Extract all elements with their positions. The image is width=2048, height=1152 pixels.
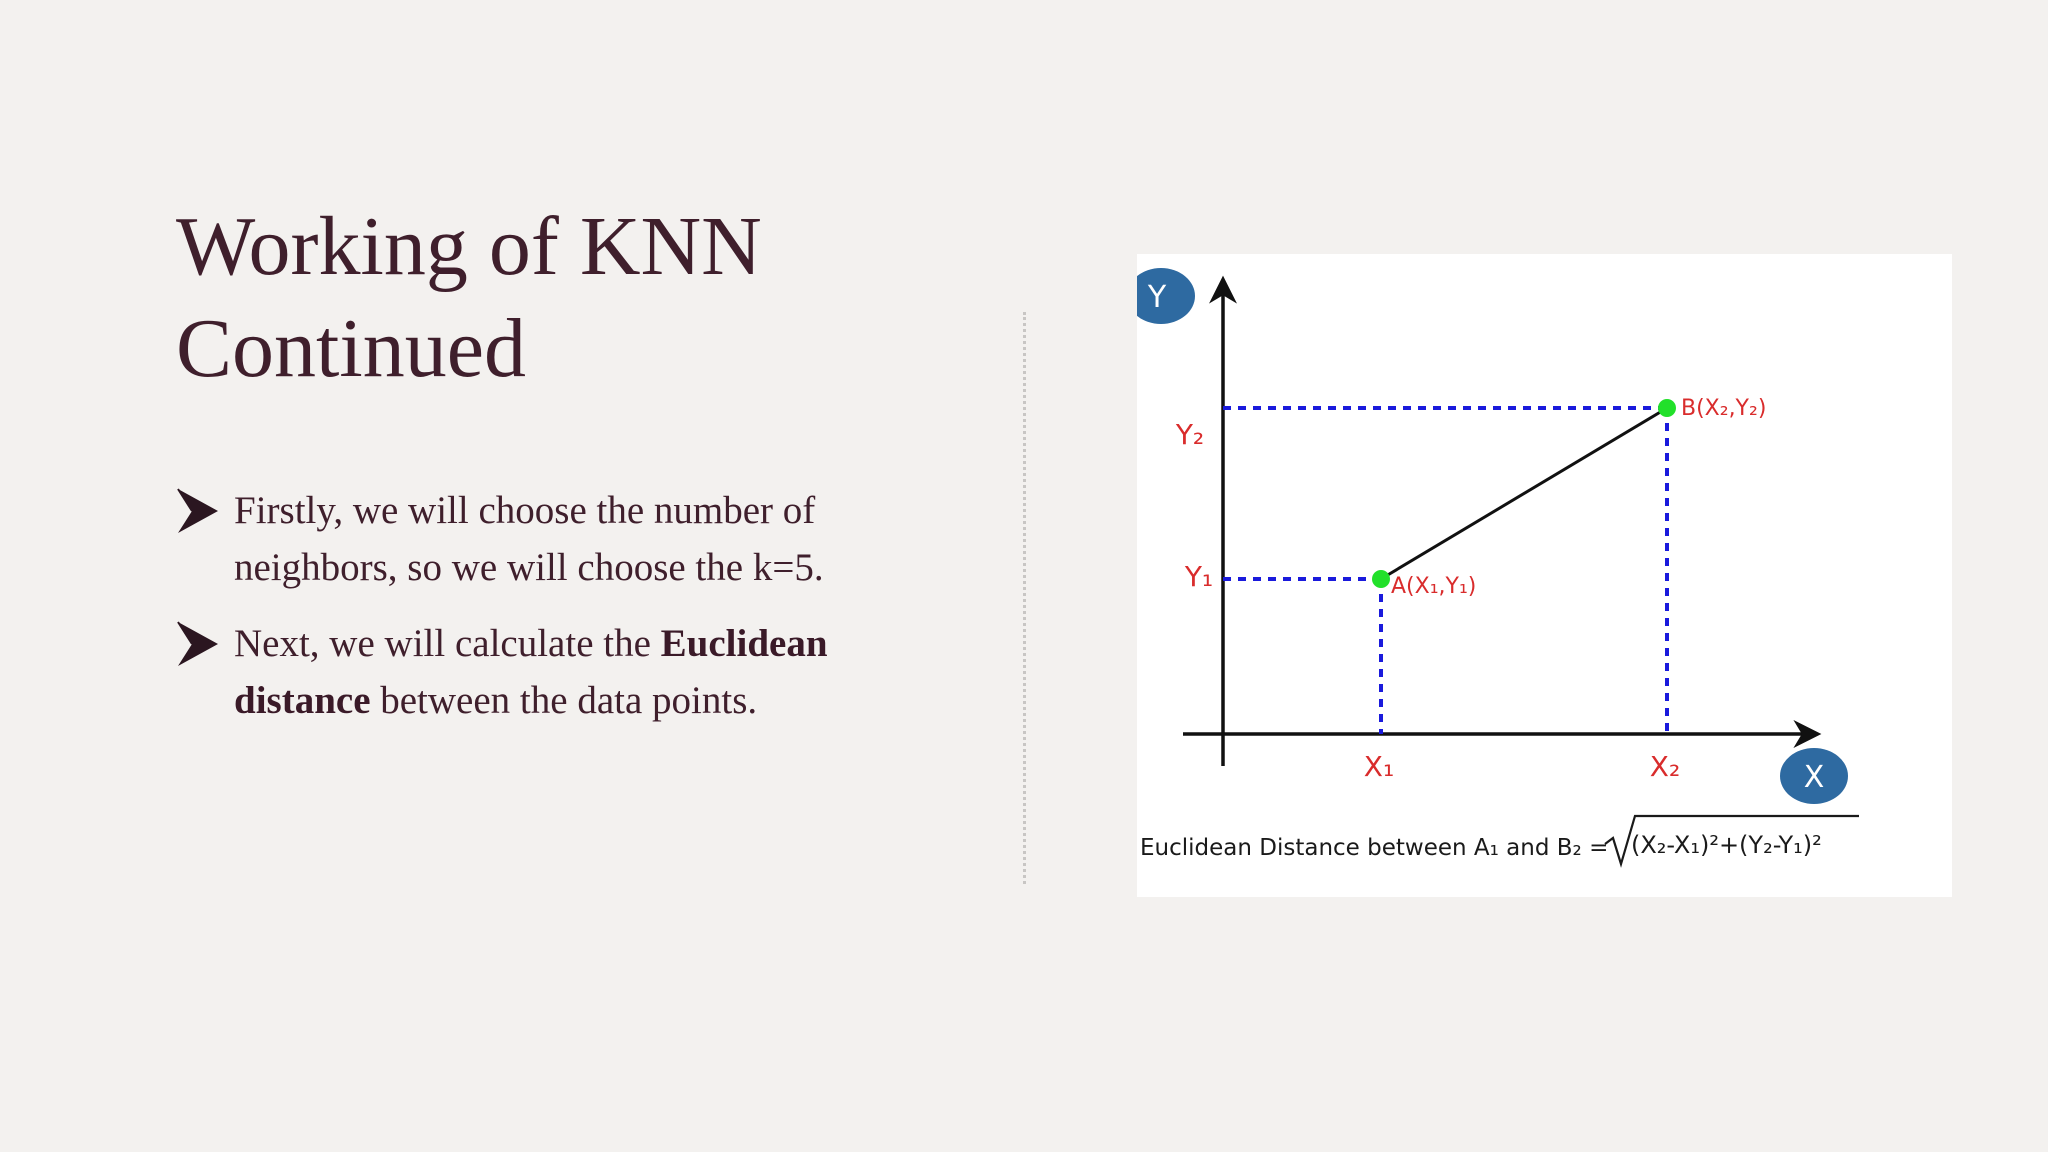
bullet-text: between the data points.: [370, 679, 758, 722]
arrowhead-bullet-icon: [176, 619, 220, 669]
x-axis-badge-label: X: [1803, 760, 1825, 795]
point-a-label: A(X₁,Y₁): [1391, 574, 1477, 599]
y-axis-badge-label: Y: [1147, 280, 1167, 315]
bullet-list: [176, 482, 896, 748]
bullet-item: [176, 482, 896, 596]
point-b: [1658, 399, 1676, 417]
bullet-text: Firstly, we will choose the number of neighbors, so we will choose the k=5.: [234, 489, 824, 589]
x1-label: X₁: [1363, 750, 1395, 783]
formula-radicand: (X₂-X₁)²+(Y₂-Y₁)²: [1631, 831, 1822, 859]
formula-prefix: Euclidean Distance between A₁ and B₂ =: [1140, 835, 1609, 861]
title-line-1: Working of KNN: [176, 200, 762, 293]
y1-label: Y₁: [1184, 560, 1214, 593]
y2-label: Y₂: [1175, 418, 1205, 451]
dotted-divider: [1023, 312, 1026, 884]
bullet-text: Next, we will calculate the: [234, 622, 661, 665]
diagram-svg: [1137, 254, 1952, 897]
distance-segment: [1381, 408, 1667, 579]
bullet-item: [176, 615, 896, 729]
point-a: [1372, 570, 1390, 588]
euclidean-distance-diagram: [1137, 254, 1952, 897]
point-b-label: B(X₂,Y₂): [1681, 396, 1767, 421]
title-line-2: Continued: [176, 302, 526, 395]
slide-title: [176, 196, 896, 400]
x2-label: X₂: [1649, 750, 1681, 783]
bullet-bold-text: Euclidean distance: [234, 622, 828, 722]
arrowhead-bullet-icon: [176, 486, 220, 536]
